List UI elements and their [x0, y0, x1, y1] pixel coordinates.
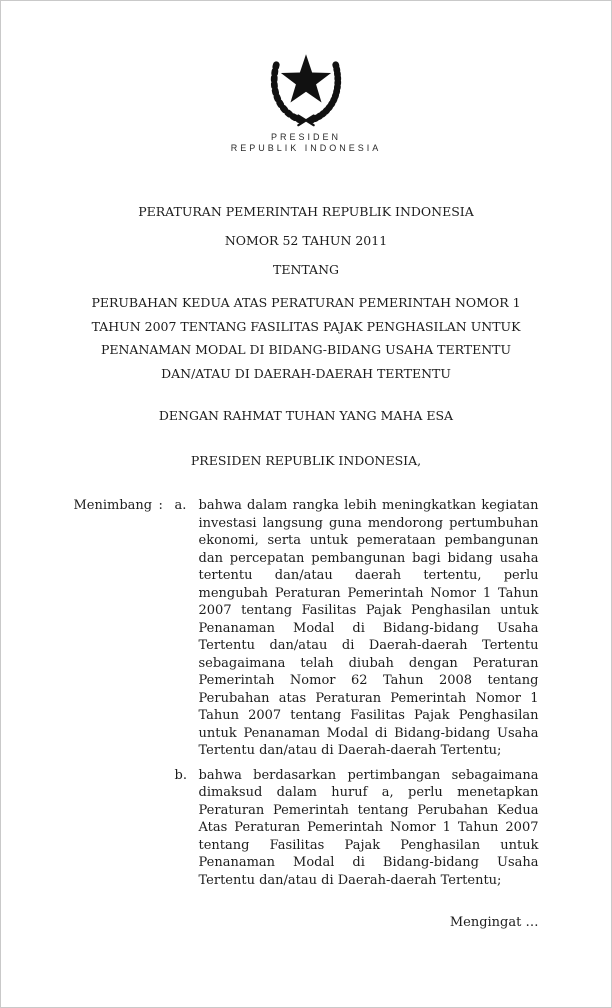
catchword: Mengingat … [449, 915, 539, 930]
item-text: bahwa dalam rangka lebih meningkatkan kegiatan investasi langsung guna mendorong pertumbuhan ekonomi, serta untuk pemerataan pembangunan dan percepatan pembangunan bagi bidang usaha tertentu dan/atau daerah tertentu, perlu mengubah Peraturan Pemerintah Nomor 1 Tahun 2007 tentang Fasilitas Pajak Penghasilan untuk Penanaman Modal di Bidang-bidang Usaha Tertentu dan/atau di Daerah-daerah Tertentu sebagaimana telah diubah dengan Peraturan Pemerintah Nomor 62 Tahun 2008 tentang Perubahan atas Peraturan Pemerintah Nomor 1 Tahun 2007 tentang Fasilitas Pajak Penghasilan untuk Penanaman Modal di Bidang-bidang Usaha Tertentu dan/atau di Daerah-daerah Tertentu; [198, 498, 539, 758]
issuer-line: PRESIDEN REPUBLIK INDONESIA, [190, 453, 422, 468]
consideration-item-a [175, 497, 539, 760]
document-heading [1, 204, 611, 278]
regulation-about-label: TENTANG [272, 262, 339, 277]
letterhead-text [1, 132, 611, 154]
considerations-row [74, 497, 539, 889]
considerations-label: Menimbang [73, 498, 153, 513]
item-text: bahwa berdasarkan pertimbangan sebagaimana dimaksud dalam huruf a, perlu menetapkan Peraturan Pemerintah tentang Perubahan Kedua Atas Peraturan Pemerintah Nomor 1 Tahun 2007 tentang Fasilitas Pajak Penghasilan untuk Penanaman Modal di Bidang-bidang Usaha Tertentu dan/atau di Daerah-daerah Tertentu; [198, 767, 539, 888]
consideration-item-b [175, 767, 539, 890]
item-marker: b. [174, 767, 187, 783]
catchword-row [74, 915, 539, 930]
letterhead-line2: REPUBLIK INDONESIA [230, 143, 382, 153]
considerations-separator: : [158, 498, 163, 513]
presidential-emblem-icon [258, 37, 354, 129]
star-icon [281, 54, 331, 102]
considerations-section [74, 497, 539, 889]
letterhead [1, 1, 611, 154]
regulation-title: PERATURAN PEMERINTAH REPUBLIK INDONESIA [138, 204, 474, 219]
invocation-line: DENGAN RAHMAT TUHAN YANG MAHA ESA [158, 408, 454, 423]
considerations-items [175, 497, 539, 889]
item-marker: a. [174, 498, 187, 513]
regulation-number: NOMOR 52 TAHUN 2011 [224, 233, 388, 248]
letterhead-line1: PRESIDEN [270, 132, 341, 142]
regulation-subject: PERUBAHAN KEDUA ATAS PERATURAN PEMERINTAH NOMOR 1 TAHUN 2007 TENTANG FASILITAS PAJAK PENGHASILAN UNTUK PENANAMAN MODAL DI BIDANG-BIDANG USAHA TERTENTU DAN/ATAU DI DAERAH-DAERAH TERTENTU [91, 295, 521, 381]
